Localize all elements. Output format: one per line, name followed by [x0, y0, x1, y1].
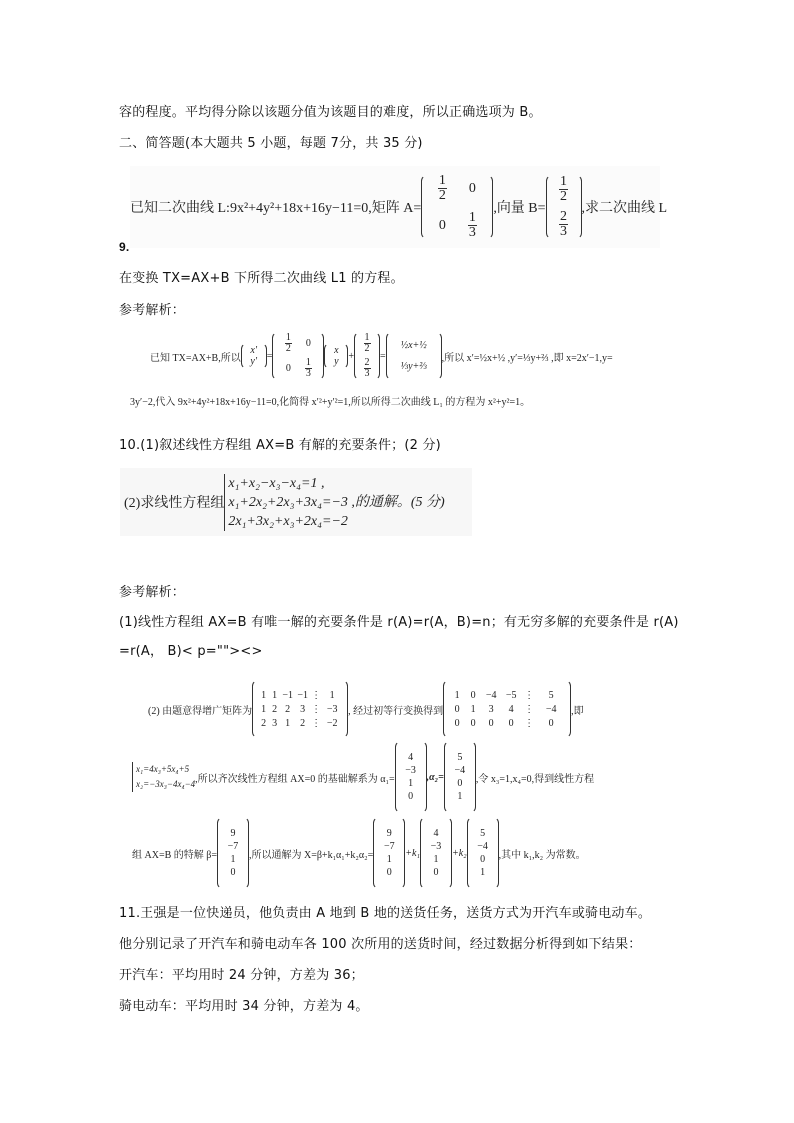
q9-continuation: 在变换 TX=AX+B 下所得二次曲线 L1 的方程。 — [119, 271, 404, 286]
q9-stem-mid: ,向量 B= — [493, 201, 546, 216]
q10-answer-label: 参考解析： — [119, 585, 186, 600]
q11-line4: 骑电动车：平均用时 34 分钟，方差为 4。 — [119, 999, 369, 1014]
q10-part1: 10.(1)叙述线性方程组 AX=B 有解的充要条件；(2 分) — [119, 438, 441, 453]
q11-line3: 开汽车：平均用时 24 分钟，方差为 36； — [119, 968, 364, 983]
q9-stem-prefix: 已知二次曲线 L:9x²+4y²+18x+16y−11=0,矩阵 A= — [130, 201, 422, 216]
q11-line2: 他分别记录了开汽车和骑电动车各 100 次所用的送货时间，经过数据分析得到如下结果： — [119, 937, 642, 952]
matrix-a-answer: $\frac{1}{2}$ 0 0 $\frac{1}{3}$ — [272, 332, 324, 380]
matrix-a: $\frac{1}{2}$ 0 0 $\frac{1}{3}$ — [421, 174, 493, 240]
alpha2-vector: 5 −4 0 1 — [444, 741, 476, 813]
q9-answer-image: 已知 TX=AX+B,所以 x′ y′ = $\frac{1}{2}$ 0 0 $\frac{1}{3}$ x y + $\frac{1}{2}$ $\frac{2}{3}$ = ½x+½ ⅓y+⅔ ,所以 x′=½x+½ ,y′=⅓y+⅔ ,即 x=2x′−1,y= 3y′−2,代入 9x²+4y²+18x+16y−11=0,化简得 x′²+y′²=1,所以所得二次曲线 L₁ 的方程为 x²+y²=1。 — [120, 330, 680, 410]
text-line-difficulty: 容的程度。平均得分除以该题分值为该题目的难度，所以正确选项为 B。 — [119, 105, 542, 120]
alpha1-vector: 4 −3 1 0 — [395, 741, 427, 813]
vector-xy: x y — [324, 343, 348, 369]
q9-stem-suffix: ,求二次曲线 L — [581, 201, 668, 216]
beta-vector-general: 9 −7 1 0 — [373, 817, 405, 889]
vector-b-answer: $\frac{1}{2}$ $\frac{2}{3}$ — [354, 332, 380, 380]
augmented-matrix: 1 1 −1 −1 ⋮ 1 1 2 2 3 ⋮ −3 2 3 1 2 ⋮ −2 — [252, 680, 348, 738]
alpha2-vector-general: 5 −4 0 1 — [467, 817, 499, 889]
q9-answer-line2: 3y′−2,代入 9x²+4y²+18x+16y−11=0,化简得 x′²+y′²=1,所以所得二次曲线 L₁ 的方程为 x²+y²=1。 — [130, 397, 531, 408]
q9-answer-suffix: ,所以 x′=½x+½ ,y′=⅓y+⅔ ,即 x=2x′−1,y= — [441, 352, 613, 364]
section-heading: 二、简答题(本大题共 5 小题，每题 7分，共 35 分) — [119, 136, 423, 151]
alpha1-vector-general: 4 −3 1 0 — [420, 817, 452, 889]
q10-answer-line1: (1)线性方程组 AX=B 有唯一解的充要条件是 r(A)=r(A，B)=n；有无穷多解的充要条件是 r(A) — [119, 615, 679, 630]
q10-part2-prefix: (2)求线性方程组 — [124, 496, 225, 511]
q9-answer-label: 参考解析： — [119, 303, 186, 318]
q10-answer-image: (2) 由题意得增广矩阵为 1 1 −1 −1 ⋮ 1 1 2 2 3 ⋮ −3 2 3 1 2 ⋮ −2 , 经过初等行变换得到 1 0 −4 −5 ⋮ 5 0 1 3 4 ⋮ −4 0 0 0 0 ⋮ 0 ,即 x₁=4x₃+5x₄+5 x₂=−3x₃−4x₄−4 ,所以齐次线性方程组 AX=0 的基础解系为 α₁= 4 −3 1 0 ,α₂= 5 −4 0 1 ,令 x₃=1,x₄=0,得到线性方程 组 AX=B 的特解 β= 9 −7 1 0 ,所以通解为 X=β+k₁α₁+k₂α₂= 9 −7 1 0 +k₁ 4 −3 1 0 +k₂ 5 −4 0 1 ,其中 k₁,k₂ 为常数。 — [120, 676, 680, 891]
q9-stem-image — [130, 166, 668, 248]
reduced-matrix: 1 0 −4 −5 ⋮ 5 0 1 3 4 ⋮ −4 0 0 0 0 ⋮ 0 — [443, 680, 571, 738]
vector-xy-prime: x′ y′ — [241, 343, 267, 369]
q9-answer-prefix: 已知 TX=AX+B,所以 — [150, 352, 241, 364]
equation-system: x₁+x₂−x₃−x₄=1 , x₁+2x₂+2x₃+3x₄=−3 ,的通解。(5 分) 2x₁+3x₂+x₃+2x₄=−2 — [224, 474, 444, 531]
q10-answer-line2: =r(A， B)< p=""><> — [119, 644, 263, 659]
vector-b: $\frac{1}{2}$ $\frac{2}{3}$ — [546, 175, 582, 239]
q9-number: 9. — [119, 240, 130, 254]
q10-part2-image — [120, 468, 472, 536]
solution-system: x₁=4x₃+5x₄+5 x₂=−3x₃−4x₄−4 — [132, 762, 195, 792]
vector-result: ½x+½ ⅓y+⅔ — [386, 332, 442, 380]
beta-vector: 9 −7 1 0 — [217, 817, 249, 889]
q11-line1: 11.王强是一位快递员，他负责由 A 地到 B 地的送货任务，送货方式为开汽车或骑电动车。 — [119, 906, 652, 921]
